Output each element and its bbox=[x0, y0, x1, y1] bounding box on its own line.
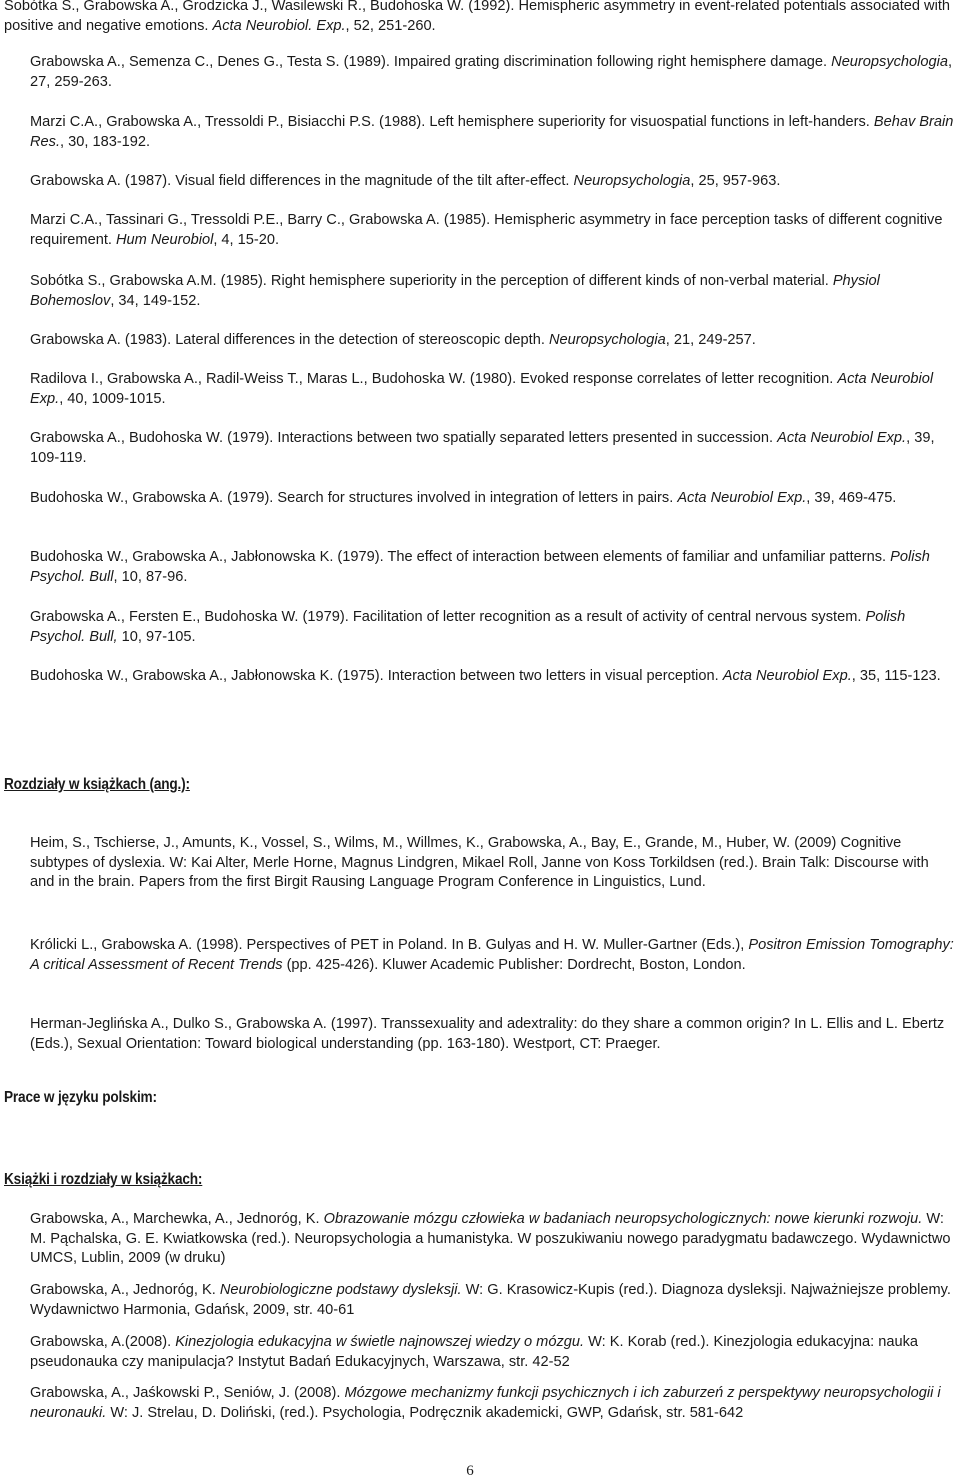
reference-source-title: Acta Neurobiol Exp. bbox=[777, 430, 907, 446]
reference-entry bbox=[30, 608, 955, 647]
section-heading-books-chapters-pl: Książki i rozdziały w książkach: bbox=[4, 1171, 203, 1188]
reference-text: Herman-Jeglińska A., Dulko S., Grabowska A. (1997). Transsexuality and adextrality: do they share a common origin? In L. Ellis and L. Ebertz (Eds.), Sexual Orientation: Toward biological understanding (pp. 163-180). Westport, CT: Praeger. bbox=[30, 1016, 945, 1052]
reference-entry bbox=[30, 1384, 955, 1423]
reference-text: , 27, 259-263. bbox=[30, 54, 953, 90]
reference-text: Królicki L., Grabowska A. (1998). Perspectives of PET in Poland. In B. Gulyas and H. W. Muller-Gartner (Eds.), bbox=[30, 937, 749, 953]
reference-source-title: Positron Emission Tomography: A critical Assessment of Recent Trends bbox=[30, 937, 954, 973]
reference-entry bbox=[30, 272, 955, 311]
reference-entry bbox=[30, 211, 955, 250]
page-number: 6 bbox=[466, 1463, 474, 1479]
reference-text: Grabowska, A., Jednoróg, K. bbox=[30, 1282, 220, 1298]
reference-text: , 35, 115-123. bbox=[851, 668, 941, 684]
reference-source-title: Acta Neurobiol Exp. bbox=[677, 490, 807, 506]
reference-entry bbox=[30, 667, 955, 687]
reference-text: Grabowska, A., Marchewka, A., Jednoróg, K. bbox=[30, 1211, 324, 1227]
reference-text: , 40, 1009-1015. bbox=[59, 390, 166, 407]
reference-text: , 39, 469-475. bbox=[806, 490, 897, 506]
reference-entry bbox=[30, 53, 955, 92]
reference-text: , 10, 87-96. bbox=[113, 568, 188, 585]
reference-text: Grabowska A., Fersten E., Budohoska W. (1979). Facilitation of letter recognition as a result of activity of central nervous system. bbox=[30, 609, 866, 625]
reference-entry bbox=[30, 172, 955, 192]
reference-source-title: Hum Neurobiol bbox=[115, 231, 214, 248]
section-heading-chapters-en: Rozdziały w książkach (ang.): bbox=[4, 776, 190, 793]
reference-entry bbox=[30, 936, 955, 975]
reference-text: , 4, 15-20. bbox=[213, 231, 280, 248]
reference-text: Radilova I., Grabowska A., Radil-Weiss T., Maras L., Budohoska W. (1980). Evoked response correlates of letter recognition. bbox=[30, 371, 838, 387]
reference-text: , 52, 251-260. bbox=[345, 17, 436, 34]
reference-text: Grabowska A., Budohoska W. (1979). Interactions between two spatially separated letters presented in succession. bbox=[30, 430, 778, 446]
reference-text: Budohoska W., Grabowska A. (1979). Search for structures involved in integration of letters in pairs. bbox=[30, 490, 678, 506]
reference-text: , 39, 109-119. bbox=[30, 430, 935, 466]
reference-entry bbox=[30, 1210, 955, 1269]
reference-entry bbox=[30, 113, 955, 152]
reference-text: Grabowska A. (1983). Lateral differences in the detection of stereoscopic depth. bbox=[30, 332, 549, 348]
reference-source-title: Acta Neurobiol Exp. bbox=[722, 668, 852, 684]
reference-source-title: Kinezjologia edukacyjna w świetle najnowszej wiedzy o mózgu. bbox=[175, 1334, 585, 1350]
reference-source-title: Neurobiologiczne podstawy dysleksji. bbox=[219, 1282, 462, 1298]
reference-text: W: K. Korab (red.). Kinezjologia edukacyjna: nauka pseudonauka czy manipulacja? Instytut Badań Edukacyjnych, Warszawa, str. 42-52 bbox=[30, 1334, 918, 1370]
reference-text: W: G. Krasowicz-Kupis (red.). Diagnoza dysleksji. Najważniejsze problemy. Wydawnictwo Harmonia, Gdańsk, 2009, str. 40-61 bbox=[30, 1282, 951, 1318]
reference-text: 10, 97-105. bbox=[117, 628, 196, 645]
reference-source-title: Mózgowe mechanizmy funkcji psychicznych i ich zaburzeń z perspektywy neuropsychologii i neuronauki. bbox=[30, 1385, 941, 1421]
reference-text: , 30, 183-192. bbox=[60, 133, 151, 150]
reference-text: , 21, 249-257. bbox=[665, 332, 756, 348]
reference-entry bbox=[30, 429, 955, 468]
reference-entry bbox=[4, 0, 954, 36]
reference-source-title: Neuropsychologia bbox=[548, 332, 666, 348]
reference-text: , 34, 149-152. bbox=[110, 292, 201, 309]
reference-text: W: M. Pąchalska, G. E. Kwiatkowska (red.). Neuropsychologia a humanistyka. W poszukiwaniu nowego paradygmatu badawczego. Wydawnictwo UMCS, Lublin, 2009 (w druku) bbox=[30, 1211, 951, 1266]
reference-source-title: Polish Psychol. Bull bbox=[30, 549, 930, 585]
reference-entry bbox=[30, 1333, 955, 1372]
reference-text: W: J. Strelau, D. Doliński, (red.). Psychologia, Podręcznik akademicki, GWP, Gdańsk, str. 581-642 bbox=[106, 1404, 744, 1421]
reference-entry bbox=[30, 834, 955, 893]
reference-text: Grabowska A., Semenza C., Denes G., Testa S. (1989). Impaired grating discrimination following right hemisphere damage. bbox=[30, 54, 832, 70]
reference-source-title: Acta Neurobiol. Exp. bbox=[212, 17, 346, 34]
reference-entry bbox=[30, 548, 955, 587]
reference-source-title: Obrazowanie mózgu człowieka w badaniach neuropsychologicznych: nowe kierunki rozwoju. bbox=[323, 1211, 923, 1227]
reference-text: Budohoska W., Grabowska A., Jabłonowska K. (1975). Interaction between two letters in visual perception. bbox=[30, 668, 723, 684]
reference-source-title: Neuropsychologia bbox=[831, 54, 948, 70]
reference-text: Sobótka S., Grabowska A., Grodzicka J., Wasilewski R., Budohoska W. (1992). Hemispheric asymmetry in event-related potentials associated with positive and negative emotions. bbox=[4, 0, 951, 34]
reference-entry bbox=[30, 489, 955, 509]
reference-text: Sobótka S., Grabowska A.M. (1985). Right hemisphere superiority in the perception of different kinds of non-verbal material. bbox=[30, 273, 833, 289]
reference-entry bbox=[30, 1015, 955, 1054]
reference-text: (pp. 425-426). Kluwer Academic Publisher: Dordrecht, Boston, London. bbox=[282, 956, 746, 973]
reference-text: Marzi C.A., Tassinari G., Tressoldi P.E., Barry C., Grabowska A. (1985). Hemispheric asymmetry in face perception tasks of different cognitive requirement. bbox=[30, 212, 943, 248]
reference-source-title: Acta Neurobiol Exp. bbox=[30, 371, 934, 407]
reference-entry bbox=[30, 331, 955, 351]
reference-text: Grabowska A. (1987). Visual field differences in the magnitude of the tilt after-effect. bbox=[30, 173, 574, 189]
reference-source-title: Physiol Bohemoslov bbox=[30, 273, 880, 309]
reference-entry bbox=[30, 370, 955, 409]
reference-text: Heim, S., Tschierse, J., Amunts, K., Vossel, S., Wilms, M., Willmes, K., Grabowska, A., Bay, E., Grande, M., Huber, W. (2009) Cognitive subtypes of dyslexia. W: Kai Alter, Merle Horne, Magnus Lindgren, Mikael Roll, Janne von Koss Torkildsen (red.). Brain Talk: Discourse with and in the brain. Papers from the first Birgit Rausing Language Program Conference in Linguistics, Lund. bbox=[30, 835, 929, 890]
reference-text: Grabowska, A., Jaśkowski P., Seniów, J. (2008). bbox=[30, 1385, 345, 1401]
reference-entry bbox=[30, 1281, 955, 1320]
reference-text: Budohoska W., Grabowska A., Jabłonowska K. (1979). The effect of interaction between elements of familiar and unfamiliar patterns. bbox=[30, 549, 891, 565]
reference-source-title: Polish Psychol. Bull, bbox=[30, 609, 906, 645]
reference-text: , 25, 957-963. bbox=[690, 173, 781, 189]
reference-source-title: Neuropsychologia bbox=[573, 173, 691, 189]
reference-text: Grabowska, A.(2008). bbox=[30, 1334, 176, 1350]
reference-source-title: Behav Brain Res. bbox=[30, 114, 954, 150]
section-heading-polish-works: Prace w języku polskim: bbox=[4, 1089, 157, 1106]
reference-text: Marzi C.A., Grabowska A., Tressoldi P., Bisiacchi P.S. (1988). Left hemisphere superiority for visuospatial functions in left-handers. bbox=[30, 114, 874, 130]
